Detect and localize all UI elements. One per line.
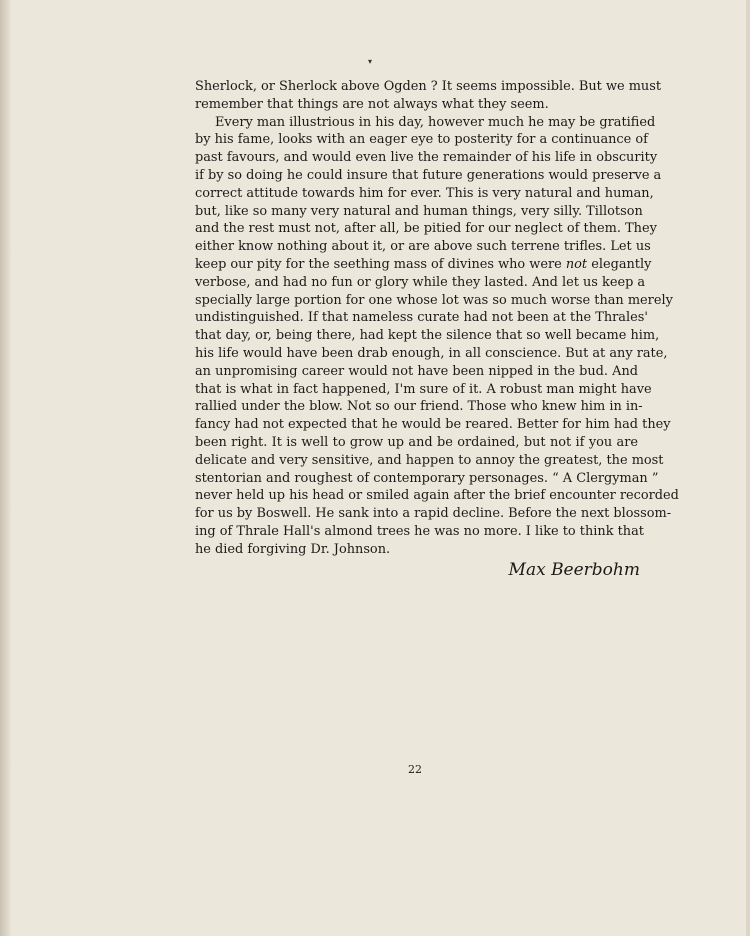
- text-line-with-emphasis: [195, 256, 652, 274]
- emphasis-word: not: [565, 256, 588, 272]
- text-line: that is what in fact happened, I'm sure of it. A robust man might have: [195, 381, 652, 397]
- text-line: stentorian and roughest of contemporary personages. “ A Clergyman ”: [195, 470, 659, 486]
- body-text: [195, 78, 679, 559]
- page-binding-edge: [0, 0, 12, 936]
- text-line: if by so doing he could insure that future generations would preserve a: [195, 167, 662, 183]
- paragraph-1: [195, 78, 662, 114]
- text-line: by his fame, looks with an eager eye to posterity for a continuance of: [195, 132, 648, 148]
- text-line: verbose, and had no fun or glory while they lasted. And let us keep a: [195, 274, 646, 290]
- text-line: been right. It is well to grow up and be ordained, but not if you are: [195, 434, 638, 450]
- text-segment: keep our pity for the seething mass of divines who were: [195, 256, 566, 272]
- text-segment: elegantly: [587, 256, 652, 272]
- text-line: either know nothing about it, or are above such terrene trifles. Let us: [195, 239, 651, 255]
- text-line: past favours, and would even live the remainder of his life in obscurity: [195, 150, 658, 166]
- text-line: ing of Thrale Hall's almond trees he was no more. I like to think that: [195, 523, 644, 539]
- text-line: specially large portion for one whose lot was so much worse than merely: [195, 292, 673, 308]
- text-line: and the rest must not, after all, be pitied for our neglect of them. They: [195, 221, 657, 237]
- author-signature: Max Beerbohm: [508, 560, 640, 580]
- text-line: for us by Boswell. He sank into a rapid decline. Before the next blossom-: [195, 506, 672, 522]
- text-line: correct attitude towards him for ever. This is very natural and human,: [195, 185, 654, 201]
- text-line: that day, or, being there, had kept the silence that so well became him,: [195, 328, 660, 344]
- text-line: Every man illustrious in his day, however much he may be gratified: [215, 114, 656, 130]
- text-line: an unpromising career would not have been nipped in the bud. And: [195, 363, 638, 379]
- printer-mark: ▾: [368, 57, 373, 66]
- text-line: delicate and very sensitive, and happen to annoy the greatest, the most: [195, 452, 664, 468]
- page-right-edge: [746, 0, 750, 936]
- text-line: rallied under the blow. Not so our friend. Those who knew him in in-: [195, 399, 643, 415]
- paragraph-2: [195, 114, 679, 559]
- page-number: 22: [408, 763, 422, 776]
- text-line: he died forgiving Dr. Johnson.: [195, 541, 391, 557]
- text-line: never held up his head or smiled again after the brief encounter recorded: [195, 488, 679, 504]
- text-line: but, like so many very natural and human things, very silly. Tillotson: [195, 203, 643, 219]
- text-line: undistinguished. If that nameless curate had not been at the Thrales': [195, 310, 648, 326]
- text-line: fancy had not expected that he would be reared. Better for him had they: [195, 417, 671, 433]
- text-line: his life would have been drab enough, in all conscience. But at any rate,: [195, 345, 668, 361]
- text-line: Sherlock, or Sherlock above Ogden ? It seems impossible. But we must: [195, 79, 662, 94]
- text-line: remember that things are not always what they seem.: [195, 96, 549, 112]
